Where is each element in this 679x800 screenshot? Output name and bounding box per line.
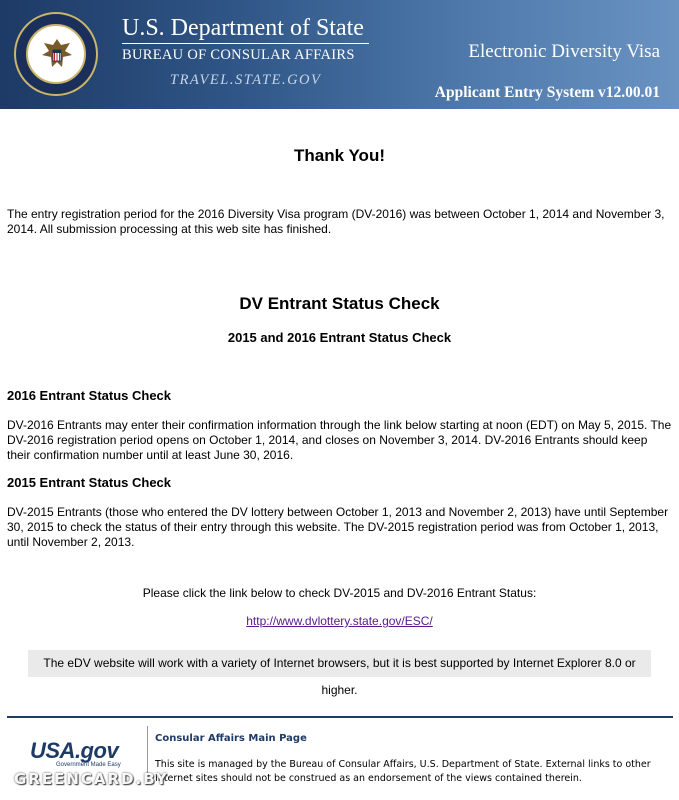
status-check-heading: DV Entrant Status Check [239, 294, 440, 313]
usa-gov-logo-text: USA.gov [30, 738, 119, 763]
usa-gov-logo[interactable] [30, 738, 140, 772]
intro-paragraph: The entry registration period for the 2016 Diversity Visa program (DV-2016) was between October 1, 2014 and November 3, 2014. All submission processing at this web site has finished. [7, 207, 665, 236]
usa-gov-tagline: Government Made Easy [56, 762, 121, 768]
status-check-subheading: 2015 and 2016 Entrant Status Check [227, 330, 452, 345]
thank-you-heading: Thank You! [294, 146, 385, 165]
agency-block [122, 14, 369, 64]
travel-state-gov-link[interactable]: TRAVEL.STATE.GOV [170, 72, 322, 88]
agency-title: U.S. Department of State [122, 15, 364, 41]
department-seal-icon [14, 12, 98, 96]
esc-link-row [0, 614, 679, 628]
greencard-watermark: GREENCARD.BY [14, 770, 169, 788]
edv-title: Electronic Diversity Visa [468, 41, 660, 62]
esc-link[interactable]: http://www.dvlottery.state.gov/ESC/ [246, 614, 433, 628]
system-title: Applicant Entry System v12.00.01 [434, 84, 660, 101]
section-2016-heading: 2016 Entrant Status Check [7, 388, 172, 403]
agency-divider [122, 43, 369, 44]
footer-disclaimer: This site is managed by the Bureau of Consular Affairs, U.S. Department of State. External links to other Internet sites should not be construed as an endorsement of the views contained therein. [155, 759, 651, 784]
bureau-name: BUREAU OF CONSULAR AFFAIRS [122, 47, 355, 63]
consular-affairs-main-page-link[interactable]: Consular Affairs Main Page [155, 733, 307, 744]
site-header [0, 0, 679, 109]
footer-divider-line [7, 716, 673, 718]
section-2015-paragraph: DV-2015 Entrants (those who entered the DV lottery between October 1, 2013 and November 2, 2013) have until September 30, 2015 to check the status of their entry through this website. The DV-2015 registration period was from October 1, 2013, until November 2, 2013. [7, 505, 669, 549]
click-prompt: Please click the link below to check DV-2015 and DV-2016 Entrant Status: [142, 586, 537, 600]
section-2015-heading: 2015 Entrant Status Check [7, 475, 172, 490]
section-2016-paragraph: DV-2016 Entrants may enter their confirmation information through the link below starting at noon (EDT) on May 5, 2015. The DV-2016 registration period opens on October 1, 2014, and closes on November 3, 2014. DV-2016 Entrants should keep their confirmation number until at least June 30, 2016. [7, 418, 672, 462]
browser-notice: The eDV website will work with a variety of Internet browsers, but it is best supported by Internet Explorer 8.0 or higher. [28, 650, 651, 677]
